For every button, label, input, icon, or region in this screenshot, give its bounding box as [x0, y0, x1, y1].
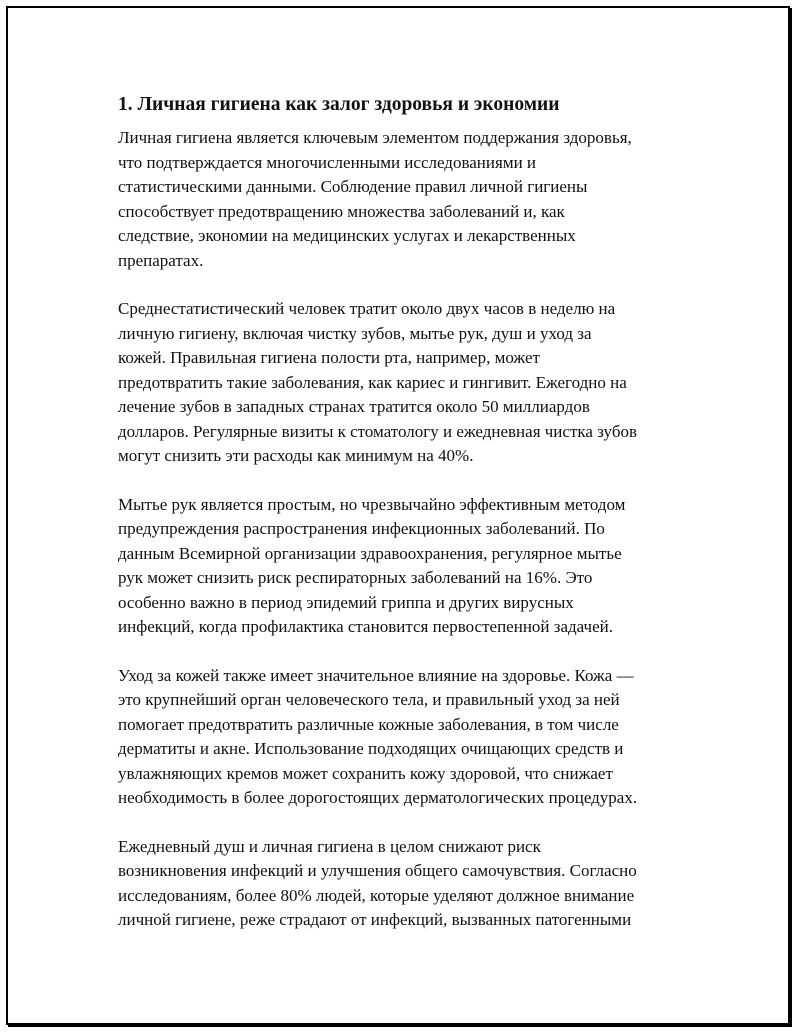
text-line: личную гигиену, включая чистку зубов, мытье рук, душ и уход за — [118, 323, 592, 343]
text-line: предупреждения распространения инфекционных заболеваний. По — [118, 519, 605, 538]
text-line: Ежедневный душ и личная гигиена в целом снижают риск — [118, 836, 541, 856]
text-line: следствие, экономии на медицинских услугах и лекарственных — [118, 226, 576, 245]
text-line: кожей. Правильная гигиена полости рта, например, может — [118, 348, 540, 367]
text-line: инфекций, когда профилактика становится первостепенной задачей. — [118, 617, 613, 636]
text-line: увлажняющих кремов может сохранить кожу здоровой, что снижает — [118, 763, 613, 783]
document-body — [118, 92, 718, 957]
text-line: Мытье рук является простым, но чрезвычайно эффективным методом — [118, 494, 626, 514]
text-line: Среднестатистический человек тратит около двух часов в неделю на — [118, 299, 616, 318]
text-line: возникновения инфекций и улучшения общего самочувствия. Согласно — [118, 861, 637, 880]
text-line: помогает предотвратить различные кожные заболевания, в том числе — [118, 714, 619, 734]
section-heading: 1. Личная гигиена как залог здоровья и экономии — [118, 94, 560, 115]
text-line: что подтверждается многочисленными исследованиями и — [118, 152, 537, 172]
paragraph-3 — [118, 493, 718, 640]
text-line: исследованиям, более 80% людей, которые уделяют должное внимание — [118, 885, 635, 905]
text-line: данным Всемирной организации здравоохранения, регулярное мытье — [118, 543, 622, 563]
text-line: Уход за кожей также имеет значительное влияние на здоровье. Кожа — — [118, 665, 634, 685]
text-line: способствует предотвращению множества заболеваний и, как — [118, 201, 565, 221]
text-line: препаратах. — [118, 250, 204, 270]
text-line: предотвратить такие заболевания, как кариес и гингивит. Ежегодно на — [118, 372, 627, 392]
paragraph-2 — [118, 297, 718, 469]
text-line: статистическими данными. Соблюдение правил личной гигиены — [118, 177, 588, 196]
text-line: лечение зубов в западных странах тратится около 50 миллиардов — [118, 397, 590, 416]
text-line: необходимость в более дорогостоящих дерматологических процедурах. — [118, 788, 638, 807]
text-line: рук может снизить риск респираторных заболеваний на 16%. Это — [118, 568, 593, 587]
text-line: долларов. Регулярные визиты к стоматологу и ежедневная чистка зубов — [118, 421, 637, 441]
text-line: дерматиты и акне. Использование подходящих очищающих средств и — [118, 739, 624, 758]
paragraph-4 — [118, 664, 718, 811]
text-line: особенно важно в период эпидемий гриппа и других вирусных — [118, 592, 574, 612]
text-line: могут снизить эти расходы как минимум на 40%. — [118, 446, 474, 465]
text-line: Личная гигиена является ключевым элементом поддержания здоровья, — [118, 128, 632, 147]
text-line: это крупнейший орган человеческого тела, и правильный уход за ней — [118, 690, 620, 709]
paragraph-5 — [118, 835, 718, 933]
text-line: личной гигиене, реже страдают от инфекций, вызванных патогенными — [118, 910, 632, 929]
paragraph-1 — [118, 126, 718, 273]
